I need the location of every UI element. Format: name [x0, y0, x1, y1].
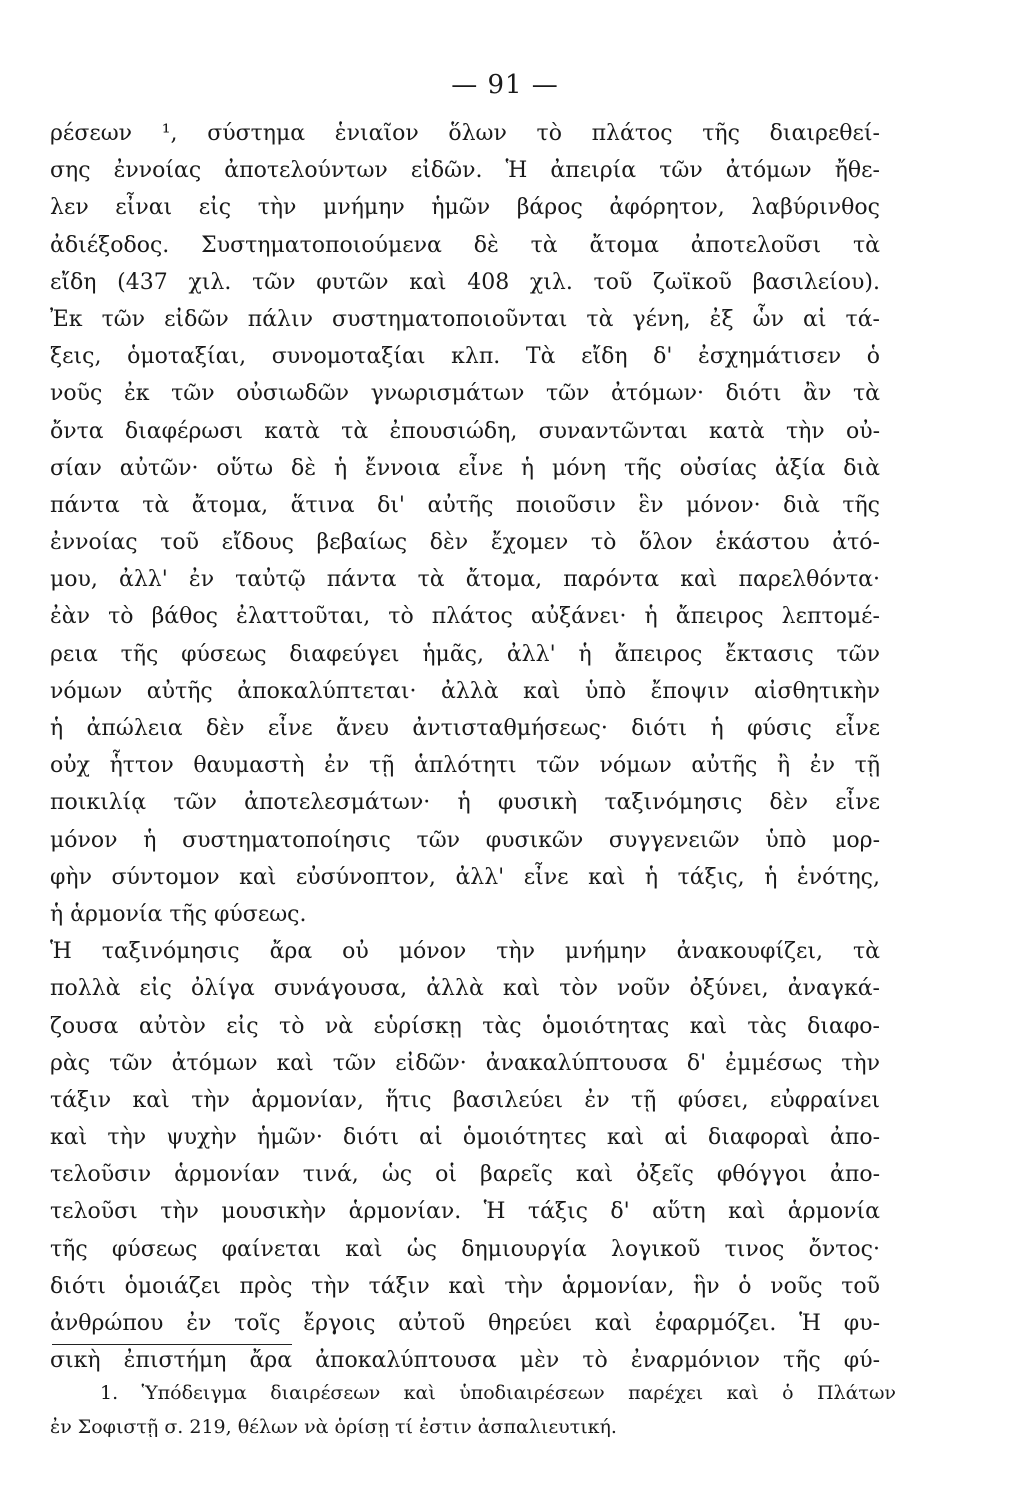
text-line: ξεις, ὁμοταξίαι, συνομοταξίαι κλπ. Τὰ εἴδη δ' ἐσχημάτισεν ὁ — [50, 344, 880, 370]
text-line: πάντα τὰ ἄτομα, ἅτινα δι' αὐτῆς ποιοῦσιν ἓν μόνον· διὰ τῆς — [50, 492, 880, 518]
text-line: νοῦς ἐκ τῶν οὐσιωδῶν γνωρισμάτων τῶν ἀτόμων· διότι ἂν τὰ — [50, 381, 880, 407]
text-line: ἐὰν τὸ βάθος ἐλαττοῦται, τὸ πλάτος αὐξάνει· ἡ ἄπειρος λεπτομέ- — [50, 604, 880, 630]
text-line: τῆς φύσεως φαίνεται καὶ ὡς δημιουργία λογικοῦ τινος ὄντος· — [50, 1236, 880, 1262]
text-line: ὄντα διαφέρωσι κατὰ τὰ ἐπουσιώδη, συναντῶνται κατὰ τὴν οὐ- — [50, 418, 880, 444]
text-line: σης ἐννοίας ἀποτελούντων εἰδῶν. Ἡ ἀπειρία τῶν ἀτόμων ἤθε- — [50, 158, 880, 184]
text-line: οὐχ ἧττον θαυμαστὴ ἐν τῇ ἁπλότητι τῶν νόμων αὐτῆς ἢ ἐν τῇ — [50, 753, 880, 779]
text-line: ἀνθρώπου ἐν τοῖς ἔργοις αὐτοῦ θηρεύει καὶ ἐφαρμόζει. Ἡ φυ- — [50, 1311, 880, 1336]
text-line: ἐννοίας τοῦ εἴδους βεβαίως δὲν ἔχομεν τὸ ὅλον ἑκάστου ἀτό- — [50, 530, 880, 556]
text-line: ποικιλίᾳ τῶν ἀποτελεσμάτων· ἡ φυσικὴ ταξινόμησις δὲν εἶνε — [50, 790, 880, 816]
text-line: νόμων αὐτῆς ἀποκαλύπτεται· ἀλλὰ καὶ ὑπὸ ἔποψιν αἰσθητικὴν — [50, 678, 880, 704]
text-line: ρὰς τῶν ἀτόμων καὶ τῶν εἰδῶν· ἀνακαλύπτουσα δ' ἐμμέσως τὴν — [50, 1050, 880, 1076]
text-line: σικὴ ἐπιστήμη ἄρα ἀποκαλύπτουσα μὲν τὸ ἐναρμόνιον τῆς φύ- — [50, 1348, 880, 1374]
text-line: ρέσεων ¹, σύστημα ἑνιαῖον ὅλων τὸ πλάτος τῆς διαιρεθεί- — [50, 121, 880, 146]
text-line: διότι ὁμοιάζει πρὸς τὴν τάξιν καὶ τὴν ἁρμονίαν, ἣν ὁ νοῦς τοῦ — [50, 1273, 880, 1299]
text-line: ἡ ἀπώλεια δὲν εἶνε ἄνευ ἀντισταθμήσεως· διότι ἡ φύσις εἶνε — [50, 716, 880, 741]
text-line: Ἡ ταξινόμησις ἄρα οὐ μόνον τὴν μνήμην ἀνακουφίζει, τὰ — [50, 939, 880, 965]
text-line: μόνον ἡ συστηματοποίησις τῶν φυσικῶν συγγενειῶν ὑπὸ μορ- — [50, 827, 880, 853]
text-line: ρεια τῆς φύσεως διαφεύγει ἡμᾶς, ἀλλ' ἡ ἄπειρος ἔκτασις τῶν — [50, 641, 880, 667]
text-line: λεν εἶναι εἰς τὴν μνήμην ἡμῶν βάρος ἀφόρητον, λαβύρινθος — [50, 195, 880, 221]
text-line: ἀδιέξοδος. Συστηματοποιούμενα δὲ τὰ ἄτομα ἀποτελοῦσι τὰ — [50, 232, 880, 258]
text-line: σίαν αὐτῶν· οὕτω δὲ ἡ ἔννοια εἶνε ἡ μόνη τῆς οὐσίας ἀξία διὰ — [50, 455, 880, 481]
footnote-line: ἐν Σοφιστῇ σ. 219, θέλων νὰ ὁρίσῃ τί ἐστιν ἀσπαλιευτική. — [50, 1416, 617, 1438]
text-line: καὶ τὴν ψυχὴν ἡμῶν· διότι αἱ ὁμοιότητες καὶ αἱ διαφοραὶ ἀπο- — [50, 1125, 880, 1151]
footnote-divider — [52, 1344, 292, 1345]
page-number: — 91 — — [451, 70, 559, 100]
text-line: τελοῦσιν ἁρμονίαν τινά, ὡς οἱ βαρεῖς καὶ ὀξεῖς φθόγγοι ἀπο- — [50, 1162, 880, 1188]
text-line: μου, ἀλλ' ἐν ταὐτῷ πάντα τὰ ἄτομα, παρόντα καὶ παρελθόντα· — [50, 567, 880, 593]
text-line: ἡ ἁρμονία τῆς φύσεως. — [50, 901, 307, 927]
text-line: Ἐκ τῶν εἰδῶν πάλιν συστηματοποιοῦνται τὰ γένη, ἐξ ὧν αἱ τά- — [50, 306, 880, 332]
footnote-line: 1. Ὑπόδειγμα διαιρέσεων καὶ ὑποδιαιρέσεων παρέχει καὶ ὁ Πλάτων — [100, 1382, 896, 1404]
text-line: τελοῦσι τὴν μουσικὴν ἁρμονίαν. Ἡ τάξις δ' αὕτη καὶ ἁρμονία — [50, 1199, 880, 1225]
body-text — [50, 115, 880, 1379]
text-line: ζουσα αὐτὸν εἰς τὸ νὰ εὑρίσκῃ τὰς ὁμοιότητας καὶ τὰς διαφο- — [50, 1013, 880, 1039]
footnotes — [50, 1376, 896, 1444]
text-line: φὴν σύντομον καὶ εὐσύνοπτον, ἀλλ' εἶνε καὶ ἡ τάξις, ἡ ἑνότης, — [50, 864, 880, 890]
text-line: πολλὰ εἰς ὀλίγα συνάγουσα, ἀλλὰ καὶ τὸν νοῦν ὀξύνει, ἀναγκά- — [50, 976, 880, 1002]
text-line: εἴδη (437 χιλ. τῶν φυτῶν καὶ 408 χιλ. τοῦ ζωϊκοῦ βασιλείου). — [50, 269, 880, 295]
text-line: τάξιν καὶ τὴν ἁρμονίαν, ἥτις βασιλεύει ἐν τῇ φύσει, εὐφραίνει — [50, 1087, 880, 1113]
